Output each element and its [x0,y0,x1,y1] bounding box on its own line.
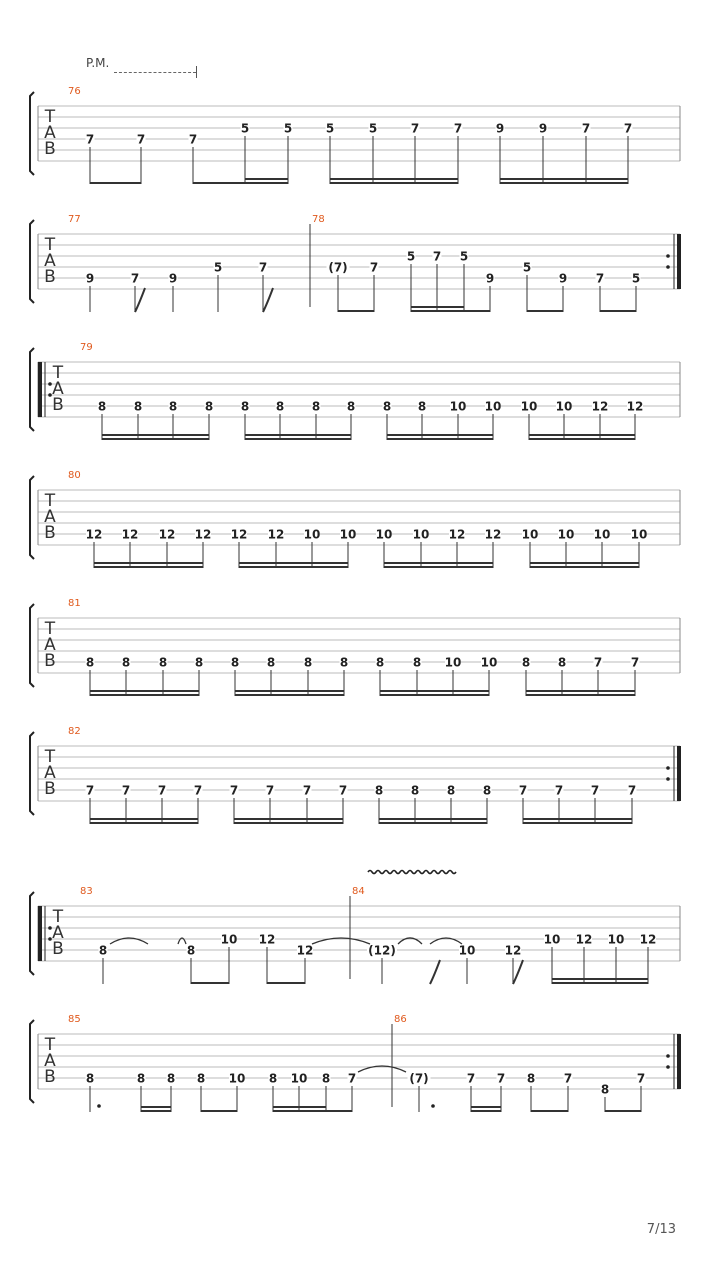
beam [90,694,199,696]
fret-number: 8 [133,399,143,414]
beam [384,566,493,568]
fret-number: 12 [448,527,466,542]
fret-number: 8 [417,399,427,414]
repeat-dot [48,937,52,941]
fret-number: 12 [85,527,103,542]
beam [235,690,344,692]
fret-number: 8 [375,655,385,670]
fret-number: 5 [368,121,378,136]
fret-number: 10 [228,1071,246,1086]
system-brace [30,348,34,431]
beam [239,566,348,568]
beam [245,438,351,440]
system-brace [30,476,34,559]
fret-number: 12 [484,527,502,542]
repeat-dot [666,1054,670,1058]
repeat-end-thick-bar [677,1034,681,1089]
tab-clef-letter: A [44,507,56,527]
fret-number: 8 [446,783,456,798]
beam [552,982,648,984]
fret-number: 8 [346,399,356,414]
tab-clef-letter: B [52,395,64,415]
beam [531,1110,568,1112]
system-brace [30,220,34,303]
fret-number: (7) [328,260,348,275]
fret-number: 5 [522,260,532,275]
fret-number: 12 [575,932,593,947]
beam [384,562,493,564]
measure-number: 77 [68,214,81,225]
repeat-start-thick-bar [38,362,42,417]
beam [411,310,464,312]
repeat-end-thick-bar [677,746,681,801]
fret-number: 7 [157,783,167,798]
measure-number: 76 [68,86,81,97]
fret-number: 7 [496,1071,506,1086]
fret-number: 12 [158,527,176,542]
beam [380,690,489,692]
fret-number: 12 [230,527,248,542]
beam [552,978,648,980]
beam [102,438,209,440]
tab-clef-letter: A [44,635,56,655]
fret-number: 5 [631,271,641,286]
beam [330,182,458,184]
fret-number: 12 [504,943,522,958]
measure-number: 80 [68,470,81,481]
tab-clef-letter: B [44,139,56,159]
repeat-dot [48,393,52,397]
fret-number: 8 [85,1071,95,1086]
fret-number: 8 [266,655,276,670]
fret-number: 7 [193,783,203,798]
tab-clef-letter: A [44,251,56,271]
fret-number: 8 [196,1071,206,1086]
fret-number: 10 [444,655,462,670]
measure-number: 79 [80,342,93,353]
tab-clef-letter: T [44,619,56,639]
fret-number: 10 [521,527,539,542]
beam [526,694,635,696]
fret-number: 7 [85,132,95,147]
tab-clef-letter: A [44,123,56,143]
fret-number: 7 [590,783,600,798]
beam [338,310,374,312]
fret-number: 8 [186,943,196,958]
beam [234,822,343,824]
measure-number: 85 [68,1014,81,1025]
beam [234,818,343,820]
repeat-dot [48,382,52,386]
beam [500,178,628,180]
fret-number: 12 [267,527,285,542]
fret-number: 7 [265,783,275,798]
fret-number: 8 [97,399,107,414]
fret-number: 7 [630,655,640,670]
beam [529,438,635,440]
beam [530,566,639,568]
tab-clef-letter: A [44,763,56,783]
tab-clef-letter: B [52,939,64,959]
fret-number: 8 [268,1071,278,1086]
fret-number: 7 [593,655,603,670]
repeat-dot [666,777,670,781]
fret-number: 8 [526,1071,536,1086]
fret-number: 10 [339,527,357,542]
tab-clef-letter: B [44,523,56,543]
fret-number: 8 [339,655,349,670]
fret-number: 9 [538,121,548,136]
beam [273,1106,326,1108]
page-number: 7/13 [646,1222,676,1237]
fret-number: 8 [374,783,384,798]
fret-number: 7 [258,260,268,275]
repeat-dot [666,254,670,258]
fret-number: 12 [591,399,609,414]
fret-number: 8 [240,399,250,414]
beam [201,1110,237,1112]
beam [235,694,344,696]
repeat-dot [666,265,670,269]
beam [379,822,487,824]
beam [471,1106,501,1108]
fret-number: 7 [466,1071,476,1086]
beam [94,566,203,568]
measure-number: 82 [68,726,81,737]
fret-number: 7 [369,260,379,275]
fret-number: 7 [623,121,633,136]
beam [379,818,487,820]
beam [529,434,635,436]
palm-mute-label: P.M. [86,56,110,70]
fret-number: 9 [485,271,495,286]
fret-number: 7 [85,783,95,798]
beam [90,818,198,820]
fret-number: 8 [600,1082,610,1097]
note-flag [135,288,145,312]
fret-number: 5 [240,121,250,136]
fret-number: 8 [158,655,168,670]
fret-number: 8 [311,399,321,414]
fret-number: 8 [321,1071,331,1086]
beam [94,562,203,564]
fret-number: 10 [520,399,538,414]
tab-clef-letter: T [44,1035,56,1055]
rest-dot [431,1104,435,1108]
beam [245,178,288,180]
fret-number: 7 [229,783,239,798]
fret-number: 10 [630,527,648,542]
fret-number: 12 [639,932,657,947]
beam [500,182,628,184]
system-brace [30,604,34,687]
beam [141,1106,171,1108]
repeat-dot [48,926,52,930]
beam [387,438,493,440]
beam [600,310,636,312]
fret-number: 7 [338,783,348,798]
beam [90,690,199,692]
beam [471,1110,501,1112]
fret-number: 10 [484,399,502,414]
fret-number: 10 [593,527,611,542]
note-flag [263,288,273,312]
fret-number: 8 [412,655,422,670]
fret-number: 7 [130,271,140,286]
fret-number: 12 [296,943,314,958]
fret-number: 8 [521,655,531,670]
fret-number: 8 [230,655,240,670]
fret-number: 8 [168,399,178,414]
beam [239,562,348,564]
fret-number: 7 [432,249,442,264]
fret-number: (12) [368,943,396,958]
beam [102,434,209,436]
tab-clef-letter: A [52,923,64,943]
fret-number: 8 [85,655,95,670]
note-flag [513,960,523,984]
tab-clef-letter: B [44,1067,56,1087]
vibrato-wave [368,871,456,874]
fret-number: 10 [557,527,575,542]
tab-clef-letter: T [44,491,56,511]
fret-number: 10 [543,932,561,947]
repeat-dot [666,766,670,770]
fret-number: 8 [166,1071,176,1086]
fret-number: 5 [325,121,335,136]
system-brace [30,732,34,815]
fret-number: 7 [518,783,528,798]
beam [523,818,632,820]
beam [387,434,493,436]
fret-number: 7 [121,783,131,798]
measure-number: 84 [352,886,365,897]
fret-number: 10 [290,1071,308,1086]
fret-number: 5 [213,260,223,275]
fret-number: 7 [554,783,564,798]
fret-number: 8 [410,783,420,798]
tab-clef-letter: T [52,907,64,927]
beam [191,982,229,984]
fret-number: 7 [453,121,463,136]
repeat-end-thick-bar [677,234,681,289]
beam [411,306,464,308]
fret-number: 7 [581,121,591,136]
beam [245,434,351,436]
system-brace [30,892,34,975]
fret-number: 10 [220,932,238,947]
fret-number: 7 [188,132,198,147]
beam [245,182,288,184]
fret-number: 10 [607,932,625,947]
system-brace [30,92,34,175]
measure-number: 83 [80,886,93,897]
fret-number: 10 [458,943,476,958]
fret-number: 7 [136,132,146,147]
fret-number: 10 [375,527,393,542]
fret-number: 10 [412,527,430,542]
tab-clef-letter: T [44,747,56,767]
rest-dot [97,1104,101,1108]
fret-number: 8 [303,655,313,670]
repeat-start-thick-bar [38,906,42,961]
repeat-dot [666,1065,670,1069]
measure-number: 81 [68,598,81,609]
measure-number: 86 [394,1014,407,1025]
fret-number: 9 [168,271,178,286]
beam [141,1110,171,1112]
tab-clef-letter: B [44,779,56,799]
fret-number: 8 [557,655,567,670]
fret-number: 9 [495,121,505,136]
fret-number: 12 [194,527,212,542]
fret-number: 10 [555,399,573,414]
fret-number: 12 [121,527,139,542]
tab-clef-letter: T [52,363,64,383]
beam [526,690,635,692]
fret-number: 7 [595,271,605,286]
note-flag [430,960,440,984]
fret-number: 5 [283,121,293,136]
beam [380,694,489,696]
tab-clef-letter: A [52,379,64,399]
fret-number: 12 [258,932,276,947]
tab-clef-letter: B [44,267,56,287]
fret-number: 8 [136,1071,146,1086]
beam [330,178,458,180]
fret-number: 8 [275,399,285,414]
beam [605,1110,641,1112]
fret-number: 10 [449,399,467,414]
fret-number: 8 [121,655,131,670]
fret-number: 7 [627,783,637,798]
fret-number: 9 [85,271,95,286]
fret-number: 7 [302,783,312,798]
fret-number: 8 [194,655,204,670]
fret-number: 10 [303,527,321,542]
beam [527,310,563,312]
beam [90,182,141,184]
fret-number: 8 [382,399,392,414]
tab-clef-letter: A [44,1051,56,1071]
beam [523,822,632,824]
fret-number: 7 [410,121,420,136]
beam [273,1110,326,1112]
fret-number: 8 [204,399,214,414]
fret-number: 7 [563,1071,573,1086]
beam [90,822,198,824]
fret-number: 10 [480,655,498,670]
fret-number: 5 [459,249,469,264]
fret-number: 12 [626,399,644,414]
fret-number: (7) [409,1071,429,1086]
tab-clef-letter: B [44,651,56,671]
beam [530,562,639,564]
fret-number: 7 [636,1071,646,1086]
system-brace [30,1020,34,1103]
fret-number: 9 [558,271,568,286]
fret-number: 8 [482,783,492,798]
tab-clef-letter: T [44,107,56,127]
measure-number: 78 [312,214,325,225]
fret-number: 8 [98,943,108,958]
beam [267,982,305,984]
fret-number: 5 [406,249,416,264]
fret-number: 7 [347,1071,357,1086]
tab-clef-letter: T [44,235,56,255]
